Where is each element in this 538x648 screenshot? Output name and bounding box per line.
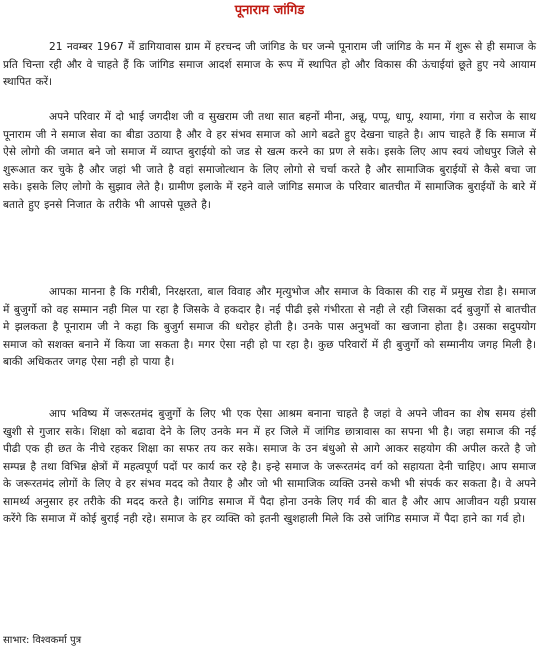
- page-title: पूनाराम जांगिड: [234, 3, 305, 18]
- paragraph-views: आपका मानना है कि गरीबी, निरक्षरता, बाल विवाह और मृत्युभोज और समाज के विकास की राह में प्रमुख रोडा है। समाज में बुजुर्गो को वह सम्मान नही मिल पा रहा है जिसके वे हकदार है। नई पीढी इसे गंभीरता से नही ले रही जिसका दर्द बुजुर्गो से बातचीत मे झलकता है पूनाराम जी ने कहा कि बुजुर्ग समाज की धरोहर होती है। उनके पास अनुभवों का खजाना होता है। उसका सदुपयोग समाज को सशक्त बनाने में किया जा सकता है। मगर ऐसा नही हो पा रहा है। कुछ परिवारों में ही बुजुर्गो को सम्मानीय जगह मिली है। बाकी अधिकतर जगह ऐसा नही हो पाया है।: [3, 286, 537, 368]
- paragraph-future: आप भविष्य में जरूरतमंद बुजुर्गो के लिए भी एक ऐसा आश्रम बनाना चाहते है जहां वे अपने जीवन का शेष समय हंसी खुशी से गुजार सके। शिक्षा को बढावा देने के लिए उनके मन में हर जिले में जांगिड छात्रावास का सपना भी है। जहा समाज की नई पीढी एक ही छत के नीचे रहकर शिक्षा का सफर तय कर सके। समाज के उन बंधुओ से आगे आकर सहयोग की अपील करते है जो सम्पन्न है तथा विभिन्न क्षेत्रों में महत्वपूर्ण पदों पर कार्य कर रहे है। इन्हे समाज के जरूरतमंद वर्ग को सहायता देनी चाहिए। आप समाज के जरूरतमंद लोगों के लिए वे हर संभव मदद को तैयार है और जो भी सामाजिक व्यक्ति उनसे कभी भी संपर्क कर सकता है। वे अपने सामर्थ्य अनुसार हर तरीके की मदद करते है। जांगिड समाज में पैदा होना उनके लिए गर्व की बात है और आप आजीवन यही प्रयास करेंगे कि समाज में कोई बुराई नही रहे। समाज के हर व्यक्ति को इतनी खुशहाली मिले कि उसे जांगिड समाज में पैदा हाने का गर्व हो।: [3, 408, 536, 525]
- paragraph-intro: 21 नवम्बर 1967 में डागियावास ग्राम में हरचन्द जी जांगिड के घर जन्मे पूनाराम जी जांगिड के मन में शुरू से ही समाज के प्रति चिन्ता रही और वे चाहते हैं कि जांगिड समाज आदर्श समाज के रूप में स्थापित हो और विकास की ऊंचाईयां छूते हुए नये आयाम स्थापित करें।: [3, 41, 536, 88]
- paragraph-family: अपने परिवार में दो भाई जगदीश जी व सुखराम जी तथा सात बहनों मीना, अन्नू, पप्पू, धापू, श्यामा, गंगा व सरोज के साथ पूनाराम जी ने समाज सेवा का बीडा उठाया है और वे हर संभव समाज को आगे बढते हुए देखना चाहते है। आप चाहते हैं कि समाज में ऐसे लोगो की जमात बने जो समाज में व्याप्त बुराईयो को जड से खत्म करने का प्रण ले सके। इसके लिए आप स्वयं जोधपुर जिले से शुरूआत कर चुके है और जहां भी जाते है वहां समाजोत्थान के लिए लोगो से चर्चा करते है और सामाजिक बुराईयों से कैसे बचा जा सके। इसके लिए लोगो के सुझाव लेते है। ग्रामीण इलाके में रहने वाले जांगिड समाज के परिवार बातचीत में सामाजिक बुराईयों के बारे में बताते हुए इनसे निजात के तरीके भी आपसे पूछते है।: [3, 111, 536, 211]
- source-credit: साभार: विश्वकर्मा पुत्र: [3, 635, 82, 646]
